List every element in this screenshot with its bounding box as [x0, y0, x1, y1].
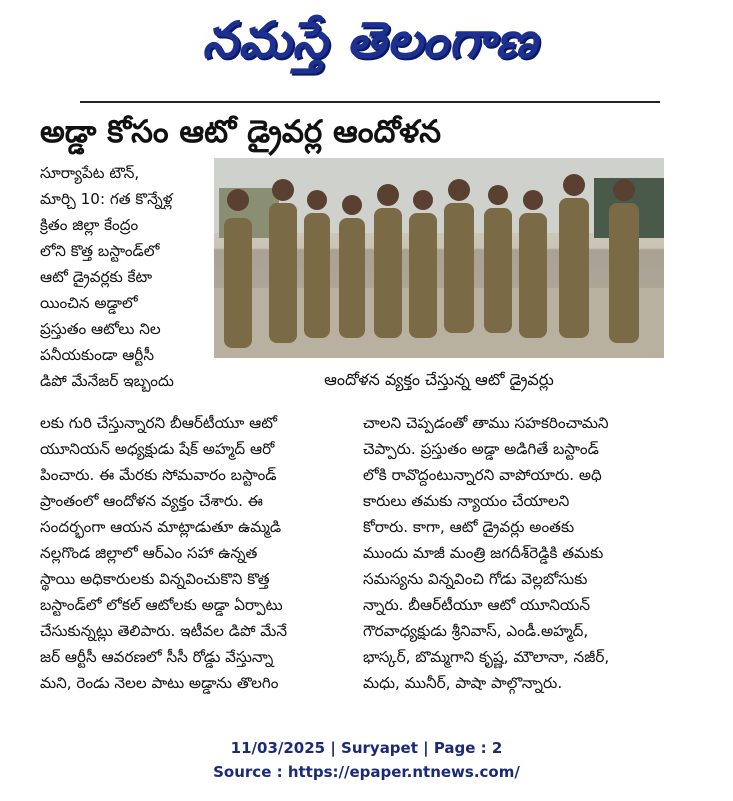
text-line: కోరారు. కాగా, ఆటో డ్రైవర్లు అంతకు — [363, 518, 575, 536]
text-line: యించిన అడ్డాలో — [40, 294, 138, 312]
text-line: సందర్భంగా ఆయన మాట్లాడుతూ ఉమ్మడి — [40, 518, 282, 536]
footer-date-line: 11/03/2025 | Suryapet | Page : 2 — [230, 739, 503, 757]
article-column-a — [40, 160, 216, 394]
text-line: కారులు తమకు న్యాయం చేయాలని — [363, 492, 570, 510]
text-line: చాలని చెప్పడంతో తాము సహకరించామని — [363, 414, 609, 432]
footer-source-link[interactable]: Source : https://epaper.ntnews.com/ — [213, 763, 520, 781]
text-line: బస్టాండ్‌లో లోకల్ ఆటోలకు అడ్డా ఏర్పాటు — [40, 596, 283, 614]
text-line: డిపో మేనేజర్ ఇబ్బందు — [40, 372, 174, 390]
text-line: లకు గురి చేస్తున్నారని బీఆర్‌టీయూ ఆటో — [40, 414, 277, 432]
article-column-c — [363, 410, 663, 696]
masthead-divider — [80, 101, 660, 103]
text-line: చెప్పారు. ప్రస్తుతం అడ్డా అడిగితే బస్టాండ్ — [363, 440, 599, 458]
text-line: న్నారు. బీఆర్‌టీయూ ఆటో యూనియన్ — [363, 596, 591, 614]
text-line: పనీయకుండా ఆర్టీసీ — [40, 346, 154, 364]
article-column-b — [40, 410, 352, 696]
text-line: గౌరవాధ్యక్షుడు శ్రీనివాస్, ఎండీ.అహ్మద్, — [363, 622, 589, 640]
text-line: ముందు మాజీ మంత్రి జగదీశ్‌రెడ్డికి తమకు — [363, 544, 604, 562]
text-line: జర్ ఆర్టీసీ ఆవరణలో సీసీ రోడ్డు వేస్తున్నా — [40, 648, 274, 666]
text-line: మని, రెండు నెలల పాటు అడ్డాను తొలగిం — [40, 674, 279, 692]
news-photo — [214, 158, 664, 358]
text-line: సమస్యను విన్నవించి గోడు వెల్లబోసుకు — [363, 570, 588, 588]
text-line: సూర్యాపేట టౌన్, — [40, 164, 140, 182]
text-line: యూనియన్ అధ్యక్షుడు షేక్ అహ్మద్ ఆరో — [40, 440, 275, 458]
text-line: చేసుకున్నట్లు తెలిపారు. ఇటీవల డిపో మేనే — [40, 622, 287, 640]
text-line: పించారు. ఈ మేరకు సోమవారం బస్టాండ్ — [40, 466, 277, 484]
text-line: భాస్కర్, బొమ్మగాని కృష్ణ, మౌలానా, నజీర్, — [363, 648, 610, 666]
group-photo-illustration — [214, 158, 664, 358]
masthead-title: నమస్తే తెలంగాణ — [202, 11, 538, 69]
article-headline: అడ్డా కోసం ఆటో డ్రైవర్ల ఆందోళన — [40, 114, 442, 150]
text-line: క్రితం జిల్లా కేంద్రం — [40, 216, 139, 234]
text-line: నల్లగొండ జిల్లాలో ఆర్ఎం సహా ఉన్నత — [40, 544, 258, 562]
text-line: ప్రస్తుతం ఆటోలు నిల — [40, 320, 161, 338]
text-line: ప్రాంతంలో ఆందోళన వ్యక్తం చేశారు. ఈ — [40, 492, 263, 510]
text-line: స్థాయి అధికారులకు విన్నవించుకొని కొత్త — [40, 570, 270, 588]
text-line: మార్చి 10: గత కొన్నేళ్ల — [40, 190, 173, 208]
text-line: మధు, మునీర్, పాషా పాల్గొన్నారు. — [363, 674, 563, 692]
photo-caption: ఆందోళన వ్యక్తం చేస్తున్న ఆటో డ్రైవర్లు — [324, 370, 554, 389]
text-line: ఆటో డ్రైవర్లకు కేటా — [40, 268, 153, 286]
text-line: లోని కొత్త బస్టాండ్‌లో — [40, 242, 160, 260]
text-line: లోకి రావొద్దంటున్నారని వాపోయారు. అధి — [363, 466, 602, 484]
